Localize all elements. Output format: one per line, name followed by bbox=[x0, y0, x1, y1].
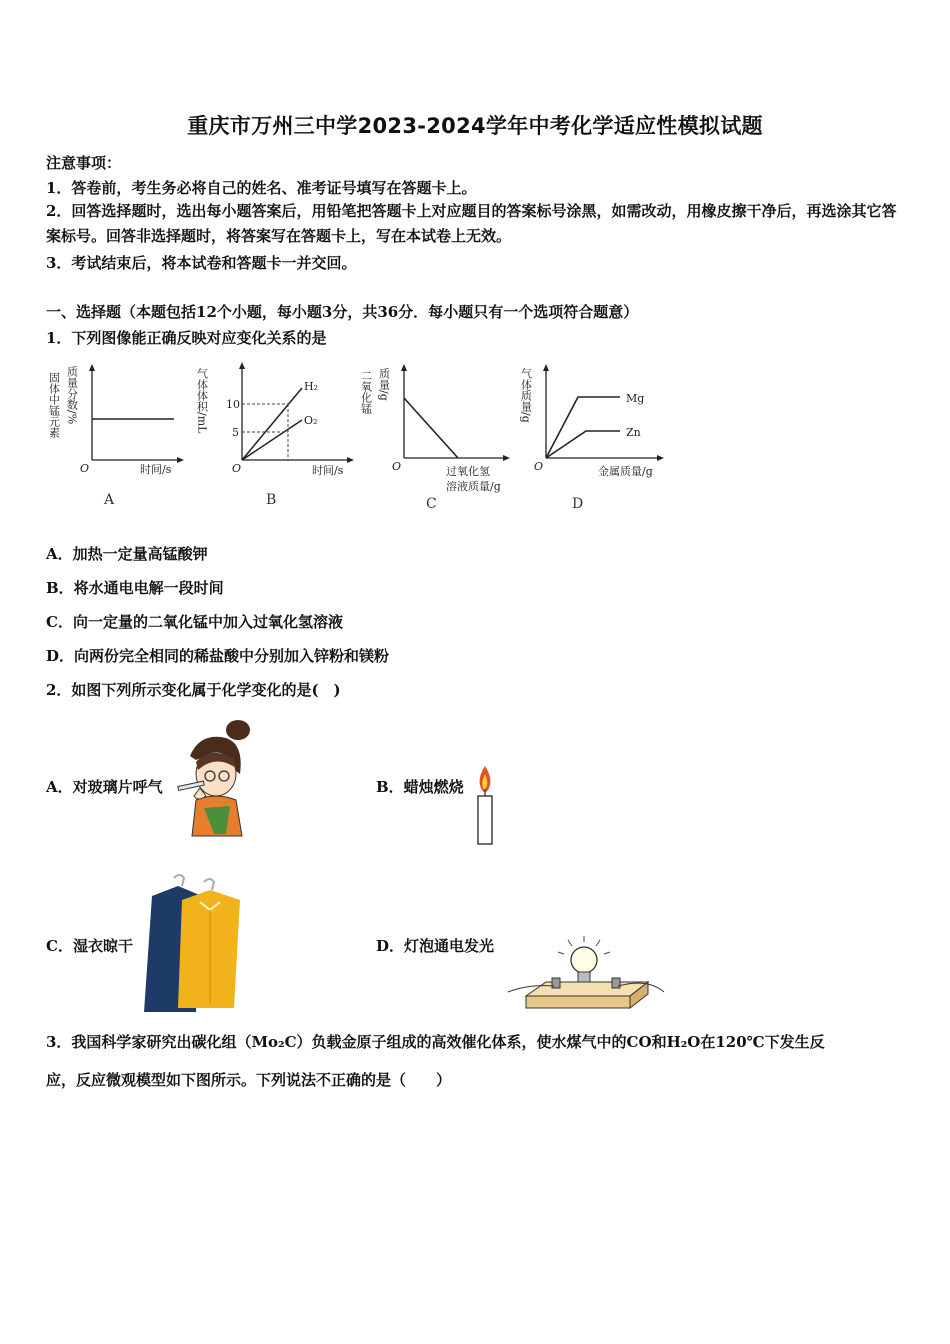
graph-d-letter: D bbox=[572, 496, 584, 512]
graph-d-mg-line bbox=[546, 397, 620, 458]
graph-d-origin: O bbox=[534, 460, 544, 473]
graph-a-ylabel-2: 质量分数/% bbox=[65, 366, 79, 425]
section-heading: 一、选择题（本题包括12个小题，每小题3分，共36分．每小题只有一个选项符合题意） bbox=[46, 303, 639, 321]
graph-c-ylabel-2: 质量/g bbox=[377, 368, 391, 401]
graph-a-letter: A bbox=[104, 492, 115, 508]
graph-b-origin: O bbox=[232, 462, 242, 475]
q1-option-b[interactable]: B．将水通电电解一段时间 bbox=[46, 579, 224, 597]
graph-d-y-arrow bbox=[543, 364, 549, 371]
graph-c-origin: O bbox=[392, 460, 402, 473]
lightbulb-circuit-illustration bbox=[508, 934, 668, 1018]
graph-c-xlabel-2: 溶液质量/g bbox=[446, 480, 501, 493]
graph-b-h2-line bbox=[242, 388, 302, 460]
graph-d bbox=[520, 360, 680, 515]
notice-heading: 注意事项： bbox=[46, 154, 122, 172]
graph-b bbox=[195, 358, 360, 510]
q1-option-c[interactable]: C．向一定量的二氧化锰中加入过氧化氢溶液 bbox=[46, 613, 343, 631]
graph-b-letter: B bbox=[266, 492, 277, 508]
drying-clothes-illustration bbox=[138, 870, 248, 1016]
candle-illustration bbox=[470, 762, 500, 848]
graph-a-xlabel: 时间/s bbox=[140, 463, 172, 476]
graph-c-y-arrow bbox=[401, 364, 407, 371]
graph-b-h2-label: H₂ bbox=[304, 380, 319, 393]
girl-breathing-illustration bbox=[170, 716, 260, 838]
page-title: 重庆市万州三中学2023-2024学年中考化学适应性模拟试题 bbox=[187, 114, 763, 138]
graph-d-ylabel: 气体质量/g bbox=[519, 368, 533, 423]
graph-a bbox=[48, 360, 188, 510]
graph-c bbox=[360, 360, 520, 515]
q2-option-a[interactable]: A．对玻璃片呼气 bbox=[46, 778, 163, 796]
graph-d-zn-label: Zn bbox=[626, 426, 641, 439]
graph-d-mg-label: Mg bbox=[626, 392, 645, 405]
q2-option-d[interactable]: D．灯泡通电发光 bbox=[376, 937, 495, 955]
graph-b-ylabel: 气体体积/mL bbox=[195, 368, 209, 434]
graph-d-zn-line bbox=[546, 431, 620, 458]
graph-c-ylabel-1: 二氧化锰 bbox=[359, 370, 373, 414]
q2-option-b[interactable]: B．蜡烛燃烧 bbox=[376, 778, 464, 796]
graph-c-x-arrow bbox=[503, 455, 510, 461]
graph-a-x-arrow bbox=[177, 457, 184, 463]
q1-stem: 1．下列图像能正确反映对应变化关系的是 bbox=[46, 329, 327, 347]
graph-d-x-arrow bbox=[657, 455, 664, 461]
q2-stem: 2．如图下列所示变化属于化学变化的是( ) bbox=[46, 681, 341, 699]
q3-stem-line-2: 应，反应微观模型如下图所示。下列说法不正确的是（ ） bbox=[46, 1071, 452, 1089]
graph-c-xlabel-1: 过氧化氢 bbox=[446, 465, 490, 478]
q3-stem-line-1: 3．我国科学家研究出碳化组（Mo₂C）负载金原子组成的高效催化体系，使水煤气中的CO和H₂O在120℃下发生反 bbox=[46, 1033, 825, 1051]
notice-item-3: 3．考试结束后，将本试卷和答题卡一并交回。 bbox=[46, 254, 357, 272]
graph-a-ylabel-1: 固体中锰元素 bbox=[47, 372, 61, 438]
graph-b-y-arrow bbox=[239, 362, 245, 369]
graph-c-letter: C bbox=[426, 496, 437, 512]
notice-item-1: 1．答卷前，考生务必将自己的姓名、准考证号填写在答题卡上。 bbox=[46, 179, 477, 197]
graph-b-tick-5: 5 bbox=[232, 426, 239, 439]
q1-option-a[interactable]: A．加热一定量高锰酸钾 bbox=[46, 545, 208, 563]
q2-option-c[interactable]: C．湿衣晾干 bbox=[46, 937, 133, 955]
graph-a-origin: O bbox=[80, 462, 90, 475]
graph-b-o2-line bbox=[242, 420, 302, 460]
graph-b-tick-10: 10 bbox=[226, 398, 240, 411]
q1-option-d[interactable]: D．向两份完全相同的稀盐酸中分别加入锌粉和镁粉 bbox=[46, 647, 390, 665]
graph-c-line bbox=[404, 398, 458, 458]
notice-item-2: 2．回答选择题时，选出每小题答案后，用铅笔把答题卡上对应题目的答案标号涂黑，如需改动，用橡皮擦干净后，再选涂其它答案标号。回答非选择题时，将答案写在答题卡上，写在本试卷上无效。 bbox=[46, 202, 897, 245]
graph-d-xlabel: 金属质量/g bbox=[598, 465, 653, 478]
graph-b-x-arrow bbox=[347, 457, 354, 463]
graph-b-xlabel: 时间/s bbox=[312, 464, 344, 477]
graph-a-y-arrow bbox=[89, 364, 95, 371]
graph-b-o2-label: O₂ bbox=[304, 414, 318, 427]
